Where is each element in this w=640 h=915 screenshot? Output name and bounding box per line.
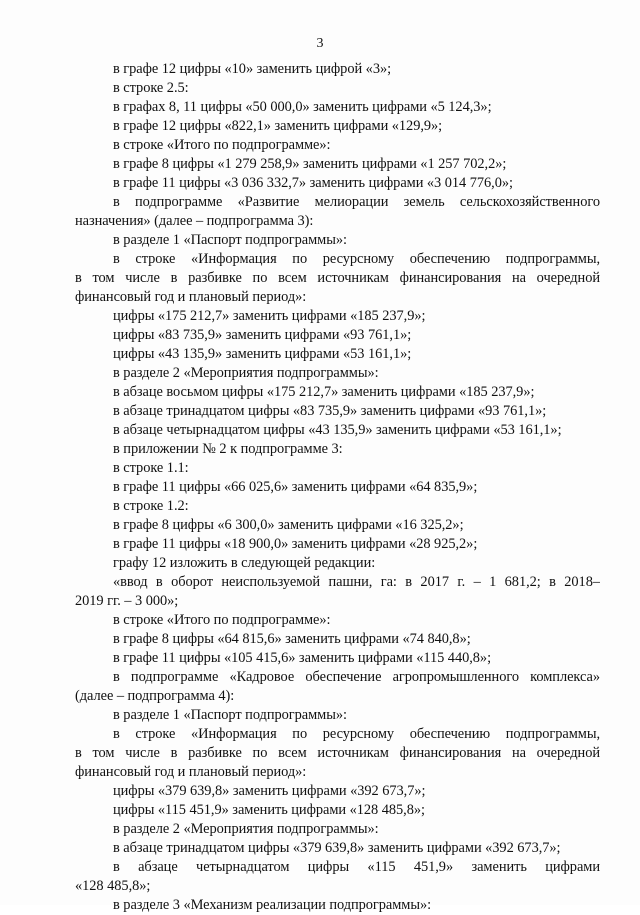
text-line: назначения» (далее – подпрограмма 3): [75,213,314,229]
text-line: в том числе в разбивке по всем источникам финансирования на очередной [75,270,600,286]
text-line: в строке «Информация по ресурсному обеспечению подпрограммы, [113,251,600,267]
text-line: «ввод в оборот неиспользуемой пашни, га: в 2017 г. – 1 681,2; в 2018– [113,574,600,590]
text-line: в графе 11 цифры «66 025,6» заменить цифрами «64 835,9»; [113,479,478,495]
text-line: в графе 11 цифры «3 036 332,7» заменить цифрами «3 014 776,0»; [113,175,513,191]
text-line: цифры «175 212,7» заменить цифрами «185 237,9»; [113,308,426,324]
text-line: в подпрограмме «Кадровое обеспечение агропромышленного комплекса» [113,669,600,685]
text-line: в графах 8, 11 цифры «50 000,0» заменить цифрами «5 124,3»; [113,99,492,115]
text-line: в разделе 2 «Мероприятия подпрограммы»: [113,821,379,837]
text-line: финансовый год и плановый период»: [75,764,307,780]
text-line: в подпрограмме «Развитие мелиорации земель сельскохозяйственного [113,194,600,210]
text-line: в строке 2.5: [113,80,189,96]
text-line: цифры «83 735,9» заменить цифрами «93 761,1»; [113,327,412,343]
document-body [75,60,600,915]
text-line: в абзаце тринадцатом цифры «379 639,8» заменить цифрами «392 673,7»; [113,840,561,856]
text-line: «128 485,8»; [75,878,151,894]
text-line: в приложении № 2 к подпрограмме 3: [113,441,343,457]
text-line: в графе 11 цифры «18 900,0» заменить цифрами «28 925,2»; [113,536,478,552]
text-line: в разделе 2 «Мероприятия подпрограммы»: [113,365,379,381]
text-line: в строке «Итого по подпрограмме»: [113,137,331,153]
text-line: в строке «Итого по подпрограмме»: [113,612,331,628]
text-line: в абзаце четырнадцатом цифры «43 135,9» заменить цифрами «53 161,1»; [113,422,562,438]
text-line: цифры «43 135,9» заменить цифрами «53 161,1»; [113,346,412,362]
text-line: в строке «Информация по ресурсному обеспечению подпрограммы, [113,726,600,742]
text-line: в строке 1.1: [113,460,189,476]
text-line: в абзаце четырнадцатом цифры «115 451,9» заменить цифрами [113,859,600,875]
text-line: графу 12 изложить в следующей редакции: [113,555,376,571]
text-line: в том числе в разбивке по всем источникам финансирования на очередной [75,745,600,761]
text-line: в графе 8 цифры «6 300,0» заменить цифрами «16 325,2»; [113,517,464,533]
text-line: в графе 12 цифры «822,1» заменить цифрами «129,9»; [113,118,443,134]
text-line: в абзаце тринадцатом цифры «83 735,9» заменить цифрами «93 761,1»; [113,403,547,419]
text-line: в разделе 1 «Паспорт подпрограммы»: [113,232,347,248]
text-line: в абзаце восьмом цифры «175 212,7» заменить цифрами «185 237,9»; [113,384,535,400]
text-line: в строке 1.2: [113,498,189,514]
text-line: в графе 12 цифры «10» заменить цифрой «3»; [113,61,392,77]
text-line: в графе 8 цифры «64 815,6» заменить цифрами «74 840,8»; [113,631,471,647]
text-line: в разделе 1 «Паспорт подпрограммы»: [113,707,347,723]
text-line: 2019 гг. – 3 000»; [75,593,179,609]
text-line: в разделе 3 «Механизм реализации подпрограммы»: [113,897,432,913]
text-line: цифры «115 451,9» заменить цифрами «128 485,8»; [113,802,425,818]
text-line: финансовый год и плановый период»: [75,289,307,305]
text-line: цифры «379 639,8» заменить цифрами «392 673,7»; [113,783,426,799]
text-line: (далее – подпрограмма 4): [75,688,235,704]
page-number: 3 [316,36,324,51]
text-line: в графе 8 цифры «1 279 258,9» заменить цифрами «1 257 702,2»; [113,156,507,172]
text-line: в графе 11 цифры «105 415,6» заменить цифрами «115 440,8»; [113,650,492,666]
